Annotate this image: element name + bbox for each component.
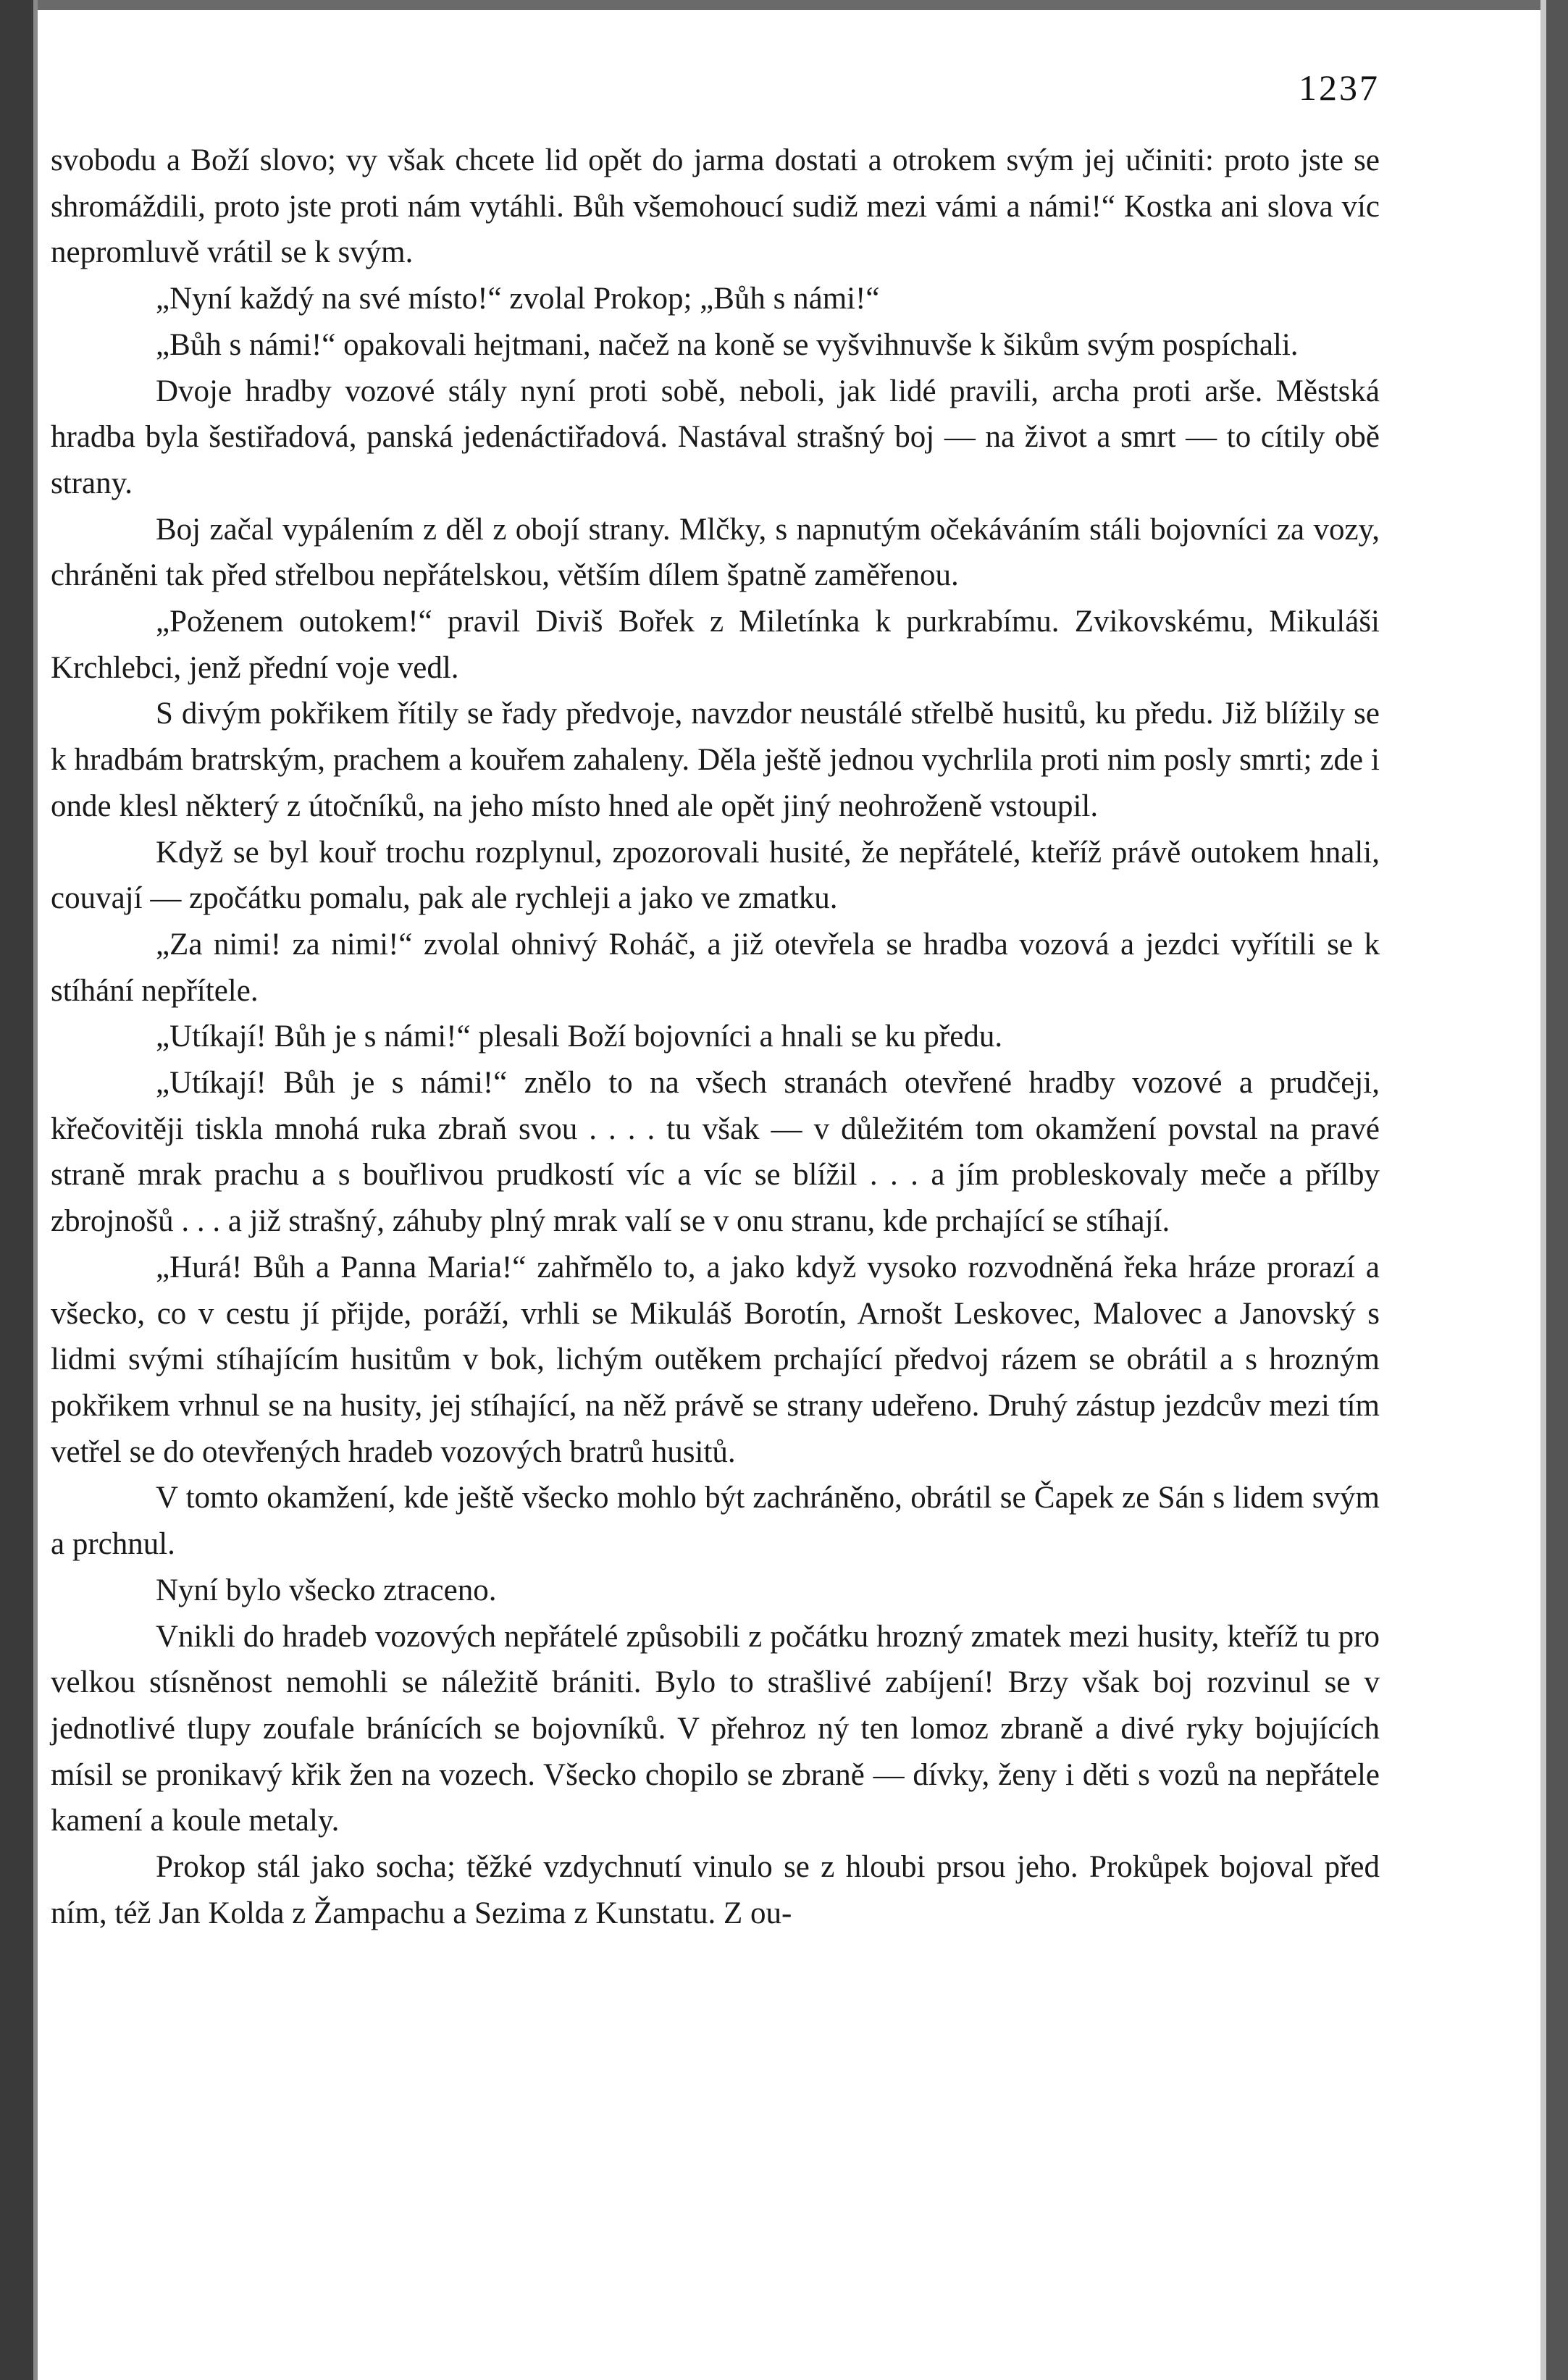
scan-border-left	[0, 0, 33, 2380]
paragraph: Dvoje hradby vozové stály nyní proti sobě, neboli, jak lidé pravili, archa proti arše. Městská hradba byla šestiřadová, panská jedenáctiřadová. Nastával strašný boj — na život a smrt — to cítily obě strany.	[51, 374, 1380, 500]
paragraph: „Bůh s námi!“ opakovali hejtmani, načež na koně se vyšvihnuvše k šikům svým pospíchali.	[156, 327, 1299, 362]
paragraph: Boj začal vypálením z děl z obojí strany. Mlčky, s napnutým očekáváním stáli bojovníci za vozy, chráněni tak před střelbou nepřátelskou, větším dílem špatně zaměřenou.	[51, 512, 1380, 593]
paragraph: Nyní bylo všecko ztraceno.	[156, 1573, 497, 1607]
paragraph: V tomto okamžení, kde ještě všecko mohlo být zachráněno, obrátil se Čapek ze Sán s lidem svým a prchnul.	[51, 1481, 1380, 1562]
scan-border-left-edge	[33, 0, 38, 2380]
paragraph: Když se byl kouř trochu rozplynul, zpozorovali husité, že nepřátelé, kteříž právě outokem hnali, couvají — zpočátku pomalu, pak ale rychleji a jako ve zmatku.	[51, 835, 1380, 916]
paragraph: „Za nimi! za nimi!“ zvolal ohnivý Roháč, a již otevřela se hradba vozová a jezdci vyřítili se k stíhání nepřítele.	[51, 927, 1380, 1008]
paragraph: „Poženem outokem!“ pravil Diviš Bořek z Miletínka k purkrabímu. Zvikovskému, Mikuláši Krchlebci, jenž přední voje vedl.	[51, 605, 1380, 685]
paragraph: „Nyní každý na své místo!“ zvolal Prokop; „Bůh s námi!“	[156, 282, 880, 316]
paragraph: „Utíkají! Bůh je s námi!“ znělo to na všech stranách otevřené hradby vozové a prudčeji, křečovitěji tiskla mnohá ruka zbraň svou . . . . tu však — v důležitém tom okamžení povstal na pravé straně mrak prachu a s bouřlivou prudkostí víc a víc se blížil . . . a jím probleskovaly meče a přílby zbrojnošů . . . a již strašný, záhuby plný mrak valí se v onu stranu, kde prchající se stíhají.	[51, 1066, 1380, 1239]
paragraph: svobodu a Boží slovo; vy však chcete lid opět do jarma dostati a otrokem svým jej učiniti: proto jste se shromáždili, proto jste proti nám vytáhli. Bůh všemohoucí sudiž mezi vámi a námi!“ Kostka ani slova víc nepromluvě vrátil se k svým.	[51, 143, 1380, 270]
paragraph: „Utíkají! Bůh je s námi!“ plesali Boží bojovníci a hnali se ku předu.	[156, 1019, 1003, 1054]
scan-border-right	[1546, 0, 1568, 2380]
paragraph: Prokop stál jako socha; těžké vzdychnutí vinulo se z hloubi prsou jeho. Prokůpek bojoval před ním, též Jan Kolda z Žampachu a Sezima z Kunstatu. Z ou-	[51, 1850, 1380, 1930]
page-number: 1237	[1299, 67, 1380, 108]
page-body	[51, 138, 1380, 1936]
paragraph: S divým pokřikem řítily se řady předvoje, navzdor neustálé střelbě husitů, ku předu. Již blížily se k hradbám bratrským, prachem a kouřem zahaleny. Děla ještě jednou vychrlila proti nim posly smrti; zde i onde klesl některý z útočníků, na jeho místo hned ale opět jiný neohroženě vstoupil.	[51, 697, 1380, 823]
scan-border-top	[0, 0, 1568, 10]
paragraph: „Hurá! Bůh a Panna Maria!“ zahřmělo to, a jako když vysoko rozvodněná řeka hráze prorazí a všecko, co v cestu jí přijde, poráží, vrhli se Mikuláš Borotín, Arnošt Leskovec, Malovec a Janovský s lidmi svými stíhajícím husitům v bok, lichým outěkem prchající předvoj rázem se obrátil a s hrozným pokřikem vrhnul se na husity, jej stíhající, na něž právě se strany udeřeno. Druhý zástup jezdcův mezi tím vetřel se do otevřených hradeb vozových bratrů husitů.	[51, 1250, 1380, 1469]
paragraph: Vnikli do hradeb vozových nepřátelé způsobili z počátku hrozný zmatek mezi husity, kteříž tu pro velkou stísněnost nemohli se náležitě brániti. Bylo to strašlivé zabíjení! Brzy však boj rozvinul se v jednotlivé tlupy zoufale bránících se bojovníků. V přehroz ný ten lomoz zbraně a divé ryky bojujících mísil se pronikavý křik žen na vozech. Všecko chopilo se zbraně — dívky, ženy i děti s vozů na nepřátele kamení a koule metaly.	[51, 1619, 1380, 1838]
scan-border-right-edge	[1540, 0, 1546, 2380]
